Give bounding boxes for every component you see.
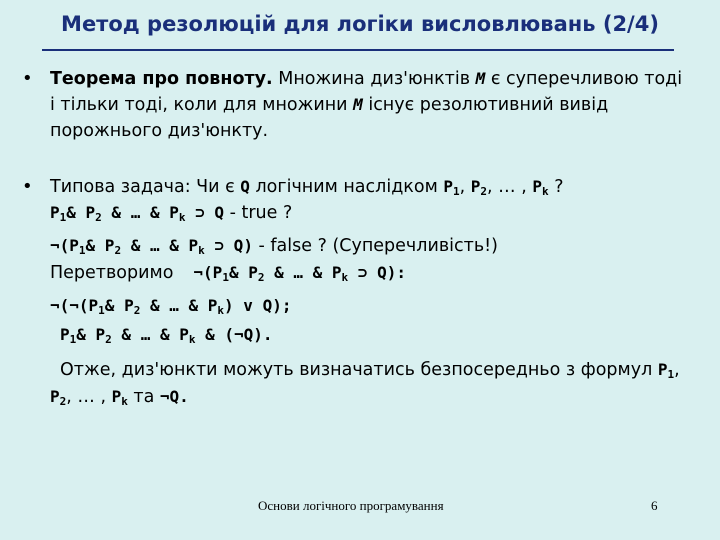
task-text-1b: логічним наслідком xyxy=(249,177,444,197)
page-number: 6 xyxy=(651,498,658,513)
task-text-1a: Типова задача: Чи є xyxy=(50,177,241,197)
theorem-line-2 xyxy=(50,92,608,118)
formula-pk-end: $P_k$ xyxy=(111,387,128,408)
formula-q: Q xyxy=(240,177,250,196)
comma-2: , xyxy=(487,177,493,197)
ellipsis-2: , … , xyxy=(66,387,112,407)
formula-negq: ¬Q. xyxy=(159,387,189,406)
set-m-2: M xyxy=(353,95,363,114)
formula-p1-end: $P_1$ xyxy=(657,360,675,381)
task-line-2 xyxy=(50,200,292,231)
comma-1: , xyxy=(459,177,466,197)
task-line-8 xyxy=(50,384,189,415)
slide-title: Метод резолюцій для логіки висловлювань (2/4) xyxy=(61,12,659,36)
footer-caption: Основи логічного програмування xyxy=(258,498,444,513)
theorem-line-1 xyxy=(50,66,682,92)
theorem-text-1a: Множина диз'юнктів xyxy=(272,69,476,89)
false-question: - false ? (Суперечливість!) xyxy=(252,236,498,256)
formula-p1: $P_1$ xyxy=(443,177,460,198)
formula-line-2: $P_1\&$ $P_2$ & … & $P_k$ ⊃ Q xyxy=(50,203,225,224)
conclusion-text: Отже, диз'юнкти можуть визначатись безпосередньо з формул xyxy=(60,360,658,380)
bullet-dot-1: • xyxy=(22,68,33,89)
formula-line-6: $P_1\&$ $P_2$ & … & $P_k$ & (¬Q). xyxy=(60,325,273,346)
theorem-line-3: порожнього диз'юнкту. xyxy=(50,121,269,141)
theorem-label: Теорема про повноту. xyxy=(50,69,273,89)
theorem-text-2a: і тільки тоді, коли для множини xyxy=(50,95,354,115)
bullet-dot-2: • xyxy=(22,176,33,197)
formula-p2-end: $P_2$ xyxy=(50,387,67,408)
formula-line-5: $\neg(\neg(P_1\&$ $P_2$ & … & $P_k$) v Q); xyxy=(50,296,292,317)
theorem-text-2b: існує резолютивний вивід xyxy=(362,95,609,115)
theorem-text-1b: є суперечливою тоді xyxy=(485,69,683,89)
task-line-6 xyxy=(60,322,273,353)
formula-line-4: $\neg(P_1\&$ $P_2$ & … & $P_k$ ⊃ Q): xyxy=(193,263,406,284)
question-mark: ? xyxy=(548,177,564,197)
formula-pk: $P_k$ xyxy=(532,177,549,198)
task-line-4 xyxy=(50,260,406,291)
comma-3: , xyxy=(674,360,680,380)
task-line-5 xyxy=(50,293,291,324)
and-word: та xyxy=(127,387,160,407)
formula-line-3: $\neg(P_1\&$ $P_2$ & … & $P_k$ ⊃ Q) xyxy=(50,236,253,257)
formula-p2: $P_2$ xyxy=(470,177,488,198)
set-m: M xyxy=(475,69,486,88)
title-underline xyxy=(42,49,674,51)
transform-label: Перетворимо xyxy=(50,263,174,283)
ellipsis-1: … , xyxy=(492,177,533,197)
true-question: - true ? xyxy=(224,203,293,223)
